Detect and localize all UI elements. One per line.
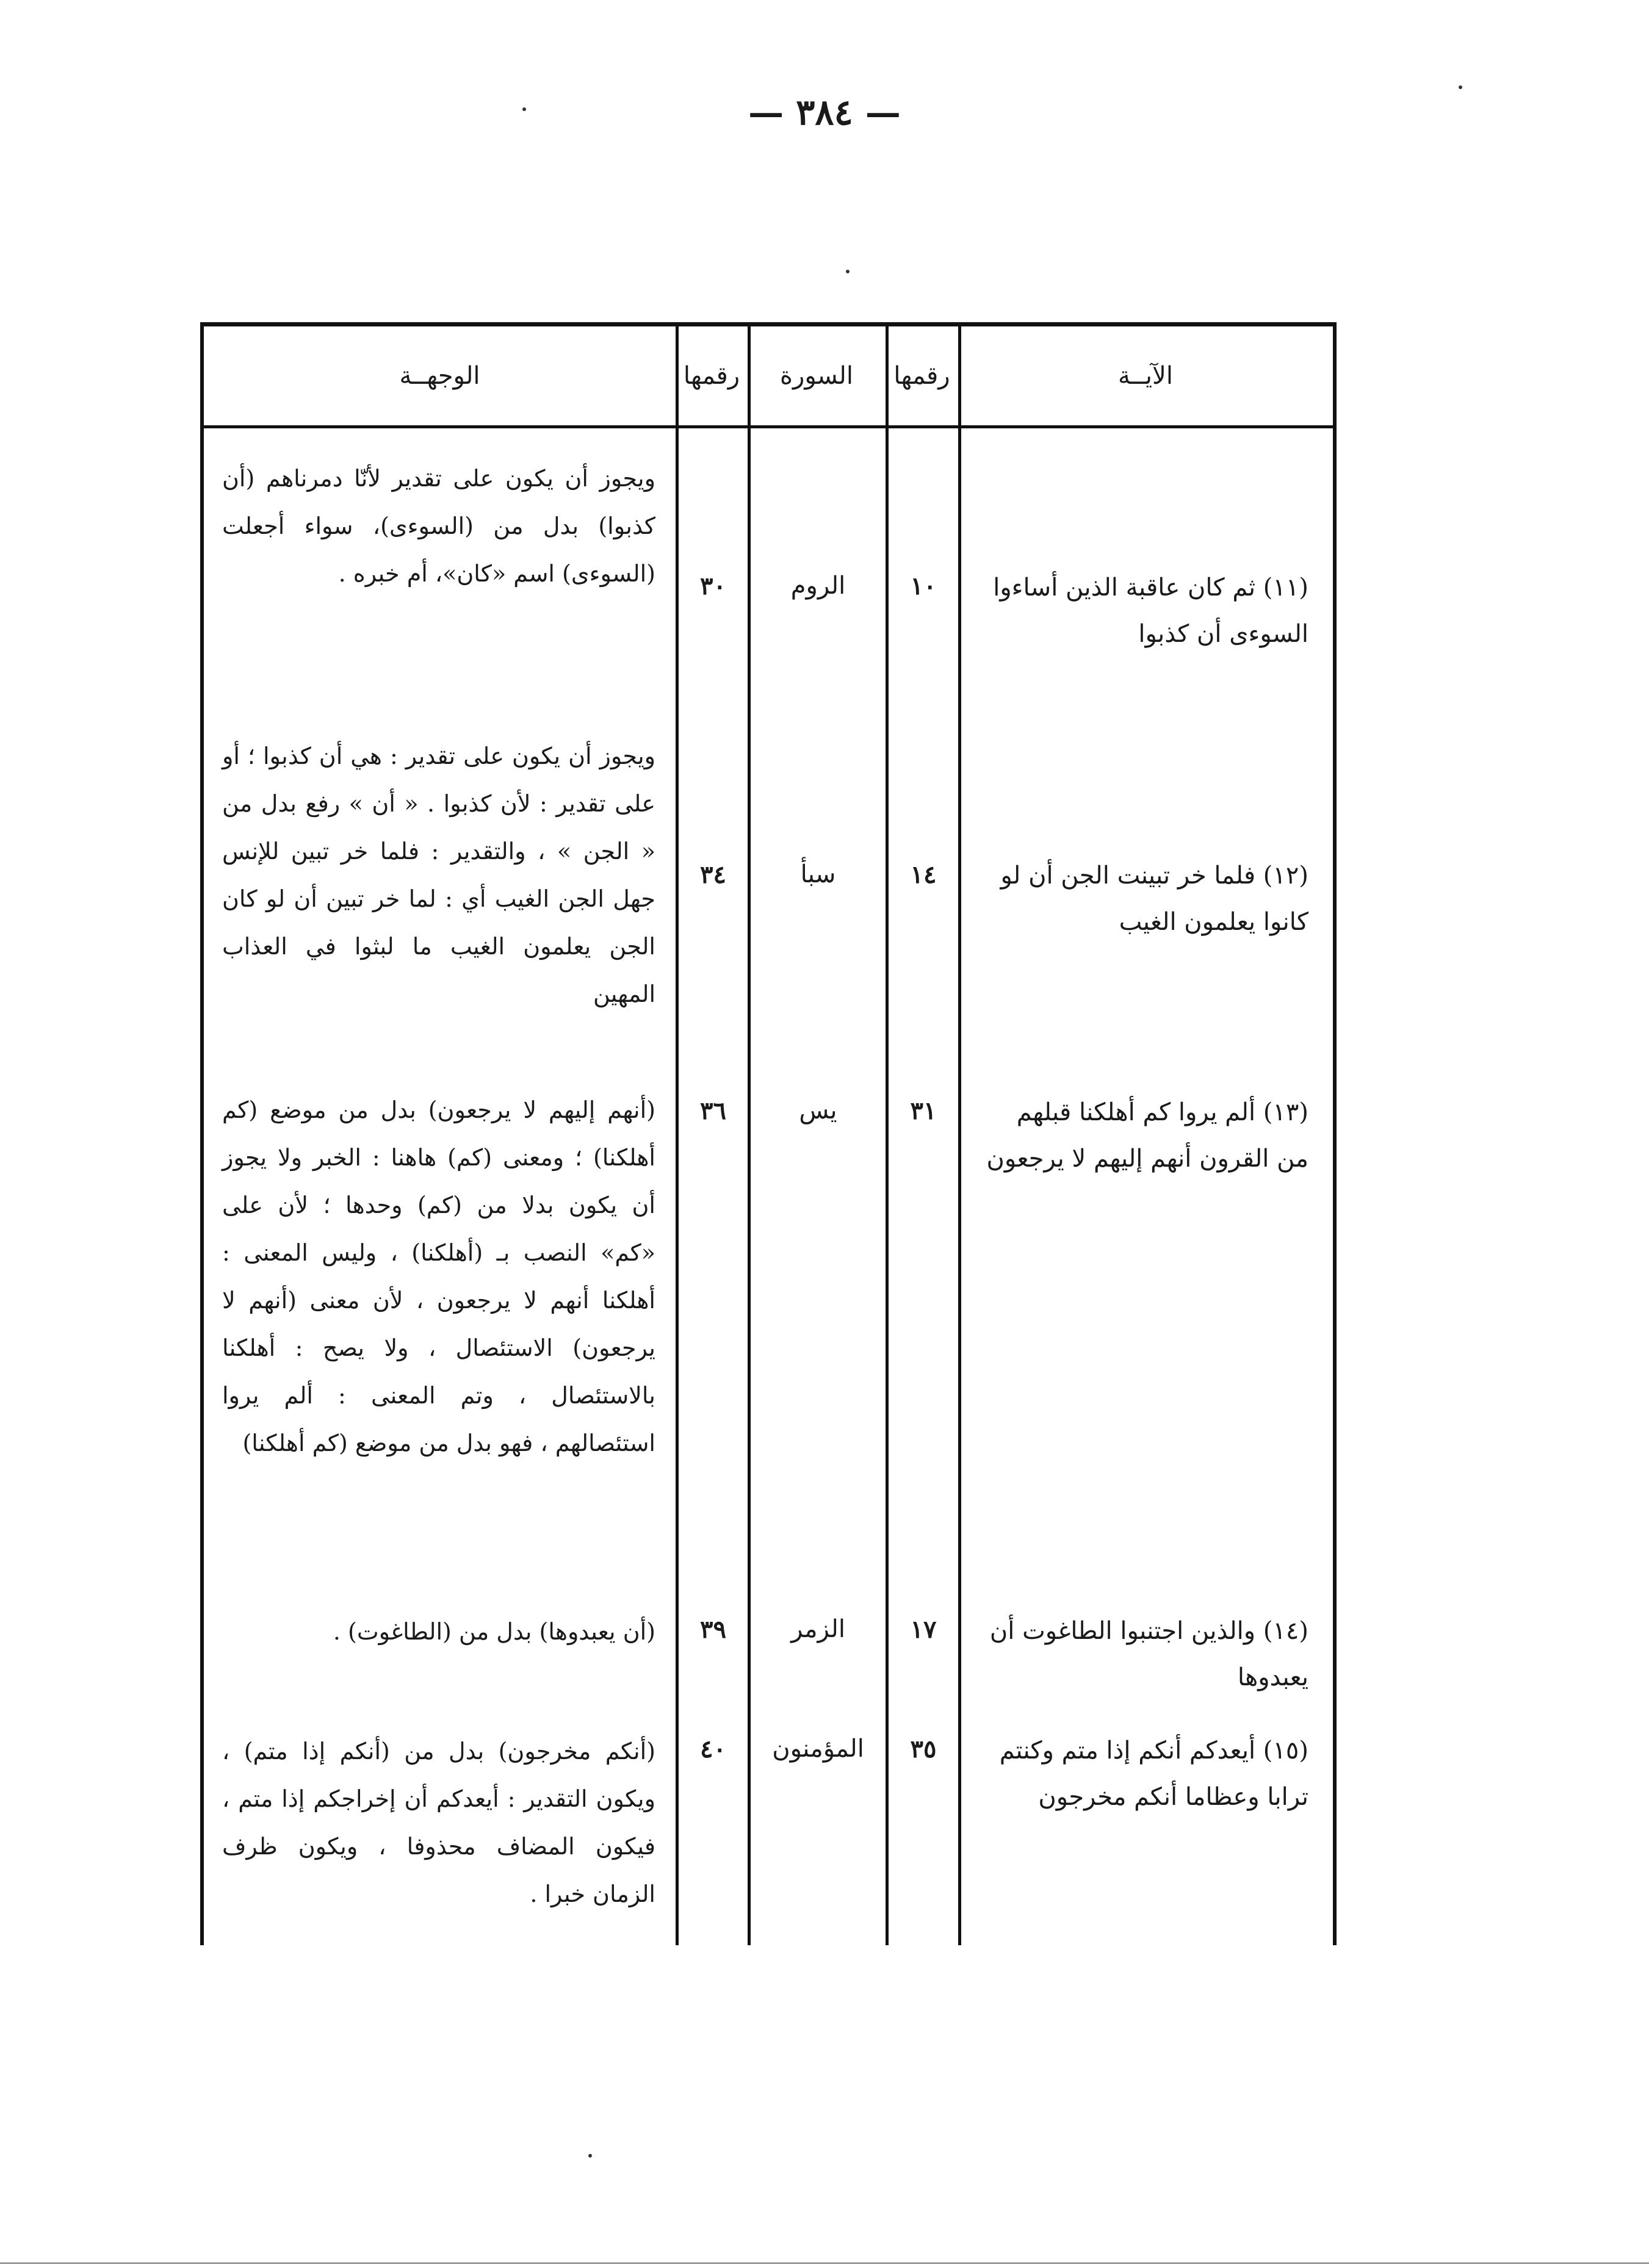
concordance-table	[200, 322, 1337, 1945]
scan-speck	[1459, 85, 1462, 89]
row-4-ayah: (١٤) والذين اجتنبوا الطاغوت أن يعبدوها	[989, 1617, 1308, 1691]
row-1-wajh: ويجوز أن يكون على تقدير لأنّا دمرناهم (أن كذبوا) بدل من (السوءى)، سواء أجعلت (السوءى) اسم «كان»، أم خبره .	[222, 465, 655, 587]
header-divider	[204, 425, 1333, 428]
scan-speck	[522, 107, 526, 111]
row-1-ayah-no: ١٠	[910, 572, 937, 600]
row-5-ayah-no: ٣٥	[910, 1735, 937, 1763]
row-1-ayah: (١١) ثم كان عاقبة الذين أساءوا السوءى أن كذبوا	[993, 574, 1308, 648]
row-2-page-no: ٣٤	[700, 860, 726, 889]
row-4-wajh: (أن يعبدوها) بدل من (الطاغوت) .	[333, 1618, 655, 1645]
page-bottom-edge	[0, 2263, 1649, 2264]
row-1-page-no: ٣٠	[700, 572, 726, 600]
row-5-wajh: (أنكم مخرجون) بدل من (أنكم إذا متم) ، ويكون التقدير : أيعدكم أن إخراجكم إذا متم ، فيكون المضاف محذوفا ، ويكون ظرف الزمان خبرا .	[222, 1738, 655, 1907]
scan-speck	[846, 270, 850, 273]
row-2-wajh: ويجوز أن يكون على تقدير : هي أن كذبوا ؛ أو على تقدير : لأن كذبوا . « أن » رفع بدل من « الجن » ، والتقدير : فلما خر تبين للإنس جهل الجن الغيب أي : لما خر تبين أن لو كان الجن يعلمون الغيب ما لبثوا في العذاب المهين	[222, 743, 655, 1007]
row-3-wajh: (أنهم إليهم لا يرجعون) بدل من موضع (كم أهلكنا) ؛ ومعنى (كم) هاهنا : الخبر ولا يجوز أن يكون بدلا من (كم) وحدها ؛ لأن على «كم» النصب بـ (أهلكنا) ، وليس المعنى : أهلكنا أنهم لا يرجعون ، لأن معنى (أنهم لا يرجعون) الاستئصال ، ولا يصح : أهلكنا بالاستئصال ، وتم المعنى : ألم يروا استئصالهم ، فهو بدل من موضع (كم أهلكنا)	[222, 1096, 655, 1456]
row-5-page-no: ٤٠	[700, 1735, 726, 1763]
row-3-ayah: (١٣) ألم يروا كم أهلكنا قبلهم من القرون أنهم إليهم لا يرجعون	[986, 1098, 1308, 1173]
header-ayah-no: رقمها	[893, 362, 950, 390]
row-5-sura: المؤمنون	[772, 1735, 864, 1763]
row-4-page-no: ٣٩	[700, 1615, 726, 1644]
row-1-sura: الروم	[790, 572, 846, 600]
row-2-ayah-no: ١٤	[910, 860, 937, 889]
page-number: — ٣٨٤ —	[748, 92, 901, 133]
row-3-page-no: ٣٦	[700, 1096, 726, 1125]
row-3-sura: يس	[799, 1096, 837, 1125]
row-5-ayah: (١٥) أيعدكم أنكم إذا متم وكنتم ترابا وعظاما أنكم مخرجون	[999, 1737, 1308, 1811]
header-ayah: الآيــة	[1118, 362, 1173, 390]
column-divider	[676, 326, 679, 1945]
header-page-no: رقمها	[683, 362, 740, 390]
scan-speck	[588, 2154, 592, 2158]
column-divider	[748, 326, 751, 1945]
header-sura: السورة	[780, 362, 853, 390]
row-2-sura: سبأ	[800, 860, 836, 888]
row-3-ayah-no: ٣١	[910, 1096, 937, 1125]
row-2-ayah: (١٢) فلما خر تبينت الجن أن لو كانوا يعلمون الغيب	[1000, 862, 1308, 936]
row-4-sura: الزمر	[791, 1615, 845, 1643]
column-divider	[958, 326, 961, 1945]
column-divider	[886, 326, 889, 1945]
header-wajh: الوجهــة	[399, 362, 480, 390]
row-4-ayah-no: ١٧	[910, 1615, 937, 1644]
